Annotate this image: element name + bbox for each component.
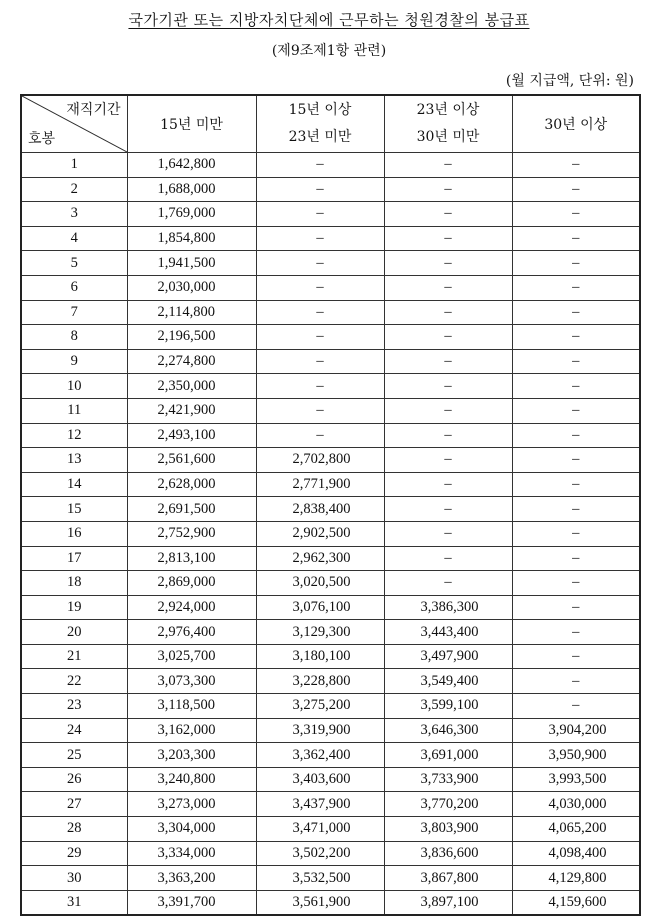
23-to-30-cell: –	[384, 275, 512, 300]
15-to-23-cell: 3,020,500	[256, 571, 384, 596]
step-cell: 12	[21, 423, 127, 448]
15-to-23-cell: 3,076,100	[256, 595, 384, 620]
unit-note: (월 지급액, 단위: 원)	[505, 73, 634, 89]
under-15-cell: 2,274,800	[127, 349, 256, 374]
15-to-23-cell: 3,502,200	[256, 841, 384, 866]
15-to-23-cell: 2,902,500	[256, 521, 384, 546]
15-to-23-cell: 3,362,400	[256, 743, 384, 768]
23-to-30-cell: 3,867,800	[384, 866, 512, 891]
under-15-cell: 2,869,000	[127, 571, 256, 596]
under-15-cell: 1,854,800	[127, 226, 256, 251]
under-15-cell: 2,561,600	[127, 448, 256, 473]
table-row	[21, 841, 640, 866]
15-to-23-cell: 3,319,900	[256, 718, 384, 743]
23-to-30-cell: 3,646,300	[384, 718, 512, 743]
30-plus-cell: –	[512, 226, 640, 251]
15-to-23-cell: –	[256, 300, 384, 325]
15-to-23-cell: –	[256, 153, 384, 178]
23-to-30-cell: –	[384, 300, 512, 325]
under-15-cell: 2,924,000	[127, 595, 256, 620]
under-15-cell: 2,421,900	[127, 398, 256, 423]
under-15-cell: 2,752,900	[127, 521, 256, 546]
23-to-30-cell: 3,386,300	[384, 595, 512, 620]
step-cell: 6	[21, 275, 127, 300]
30-plus-cell: –	[512, 595, 640, 620]
table-row	[21, 644, 640, 669]
15-to-23-cell: –	[256, 325, 384, 350]
23-to-30-cell: –	[384, 349, 512, 374]
table-row	[21, 817, 640, 842]
table-row	[21, 251, 640, 276]
step-cell: 28	[21, 817, 127, 842]
under-15-cell: 2,350,000	[127, 374, 256, 399]
30-plus-cell: 3,993,500	[512, 767, 640, 792]
under-15-cell: 2,813,100	[127, 546, 256, 571]
table-row	[21, 374, 640, 399]
under-15-cell: 3,203,300	[127, 743, 256, 768]
step-cell: 15	[21, 497, 127, 522]
15-to-23-cell: 3,532,500	[256, 866, 384, 891]
30-plus-cell: 4,159,600	[512, 890, 640, 915]
23-to-30-cell: –	[384, 472, 512, 497]
corner-label-step: 호봉	[28, 131, 56, 147]
table-row	[21, 325, 640, 350]
table-row	[21, 472, 640, 497]
table-header	[21, 95, 640, 153]
under-15-cell: 2,691,500	[127, 497, 256, 522]
under-15-cell: 1,941,500	[127, 251, 256, 276]
table-row	[21, 497, 640, 522]
15-to-23-cell: 2,702,800	[256, 448, 384, 473]
15-to-23-cell: 3,403,600	[256, 767, 384, 792]
table-row	[21, 423, 640, 448]
under-15-cell: 3,363,200	[127, 866, 256, 891]
table-row	[21, 866, 640, 891]
step-cell: 10	[21, 374, 127, 399]
under-15-cell: 1,642,800	[127, 153, 256, 178]
step-cell: 26	[21, 767, 127, 792]
corner-label-tenure: 재직기간	[66, 102, 121, 118]
step-cell: 23	[21, 694, 127, 719]
30-plus-cell: 4,098,400	[512, 841, 640, 866]
table-row	[21, 300, 640, 325]
30-plus-cell: –	[512, 448, 640, 473]
column-header-23-to-30: 23년 이상 30년 미만	[384, 95, 512, 153]
23-to-30-cell: –	[384, 497, 512, 522]
15-to-23-cell: 3,228,800	[256, 669, 384, 694]
23-to-30-cell: 3,836,600	[384, 841, 512, 866]
23-to-30-cell: 3,803,900	[384, 817, 512, 842]
table-row	[21, 571, 640, 596]
table-row	[21, 890, 640, 915]
step-cell: 8	[21, 325, 127, 350]
table-row	[21, 595, 640, 620]
step-cell: 29	[21, 841, 127, 866]
23-to-30-cell: 3,897,100	[384, 890, 512, 915]
30-plus-cell: –	[512, 300, 640, 325]
under-15-cell: 2,493,100	[127, 423, 256, 448]
step-cell: 21	[21, 644, 127, 669]
23-to-30-cell: 3,599,100	[384, 694, 512, 719]
23-to-30-cell: 3,770,200	[384, 792, 512, 817]
step-cell: 11	[21, 398, 127, 423]
under-15-cell: 3,334,000	[127, 841, 256, 866]
step-cell: 25	[21, 743, 127, 768]
30-plus-cell: –	[512, 423, 640, 448]
step-cell: 13	[21, 448, 127, 473]
column-header-30-plus: 30년 이상	[512, 95, 640, 153]
23-to-30-cell: –	[384, 251, 512, 276]
step-cell: 16	[21, 521, 127, 546]
table-row	[21, 448, 640, 473]
23-to-30-cell: 3,691,000	[384, 743, 512, 768]
step-cell: 5	[21, 251, 127, 276]
30-plus-cell: –	[512, 374, 640, 399]
under-15-cell: 3,304,000	[127, 817, 256, 842]
step-cell: 30	[21, 866, 127, 891]
under-15-cell: 3,240,800	[127, 767, 256, 792]
30-plus-cell: –	[512, 472, 640, 497]
15-to-23-cell: –	[256, 423, 384, 448]
table-row	[21, 177, 640, 202]
23-to-30-cell: –	[384, 546, 512, 571]
30-plus-cell: –	[512, 571, 640, 596]
table-row	[21, 546, 640, 571]
23-to-30-cell: –	[384, 423, 512, 448]
under-15-cell: 3,073,300	[127, 669, 256, 694]
step-cell: 20	[21, 620, 127, 645]
30-plus-cell: –	[512, 644, 640, 669]
under-15-cell: 2,196,500	[127, 325, 256, 350]
under-15-cell: 2,114,800	[127, 300, 256, 325]
step-cell: 22	[21, 669, 127, 694]
table-row	[21, 767, 640, 792]
15-to-23-cell: 3,561,900	[256, 890, 384, 915]
30-plus-cell: 3,904,200	[512, 718, 640, 743]
23-to-30-cell: –	[384, 571, 512, 596]
salary-table	[20, 94, 641, 916]
15-to-23-cell: –	[256, 374, 384, 399]
under-15-cell: 3,162,000	[127, 718, 256, 743]
30-plus-cell: –	[512, 177, 640, 202]
document-subtitle: (제9조제1항 관련)	[271, 43, 387, 59]
step-cell: 19	[21, 595, 127, 620]
30-plus-cell: 4,065,200	[512, 817, 640, 842]
15-to-23-cell: –	[256, 251, 384, 276]
15-to-23-cell: 2,962,300	[256, 546, 384, 571]
step-cell: 7	[21, 300, 127, 325]
step-cell: 4	[21, 226, 127, 251]
table-row	[21, 620, 640, 645]
15-to-23-cell: 3,437,900	[256, 792, 384, 817]
column-header-15-to-23: 15년 이상 23년 미만	[256, 95, 384, 153]
table-row	[21, 349, 640, 374]
under-15-cell: 1,769,000	[127, 202, 256, 227]
document-title: 국가기관 또는 지방자치단체에 근무하는 청원경찰의 봉급표	[128, 11, 530, 29]
under-15-cell: 1,688,000	[127, 177, 256, 202]
step-cell: 2	[21, 177, 127, 202]
table-row	[21, 226, 640, 251]
30-plus-cell: –	[512, 546, 640, 571]
step-cell: 31	[21, 890, 127, 915]
table-row	[21, 743, 640, 768]
23-to-30-cell: 3,443,400	[384, 620, 512, 645]
15-to-23-cell: –	[256, 202, 384, 227]
table-row	[21, 521, 640, 546]
23-to-30-cell: –	[384, 521, 512, 546]
30-plus-cell: –	[512, 694, 640, 719]
under-15-cell: 2,628,000	[127, 472, 256, 497]
15-to-23-cell: 3,471,000	[256, 817, 384, 842]
30-plus-cell: –	[512, 521, 640, 546]
30-plus-cell: 4,129,800	[512, 866, 640, 891]
23-to-30-cell: 3,497,900	[384, 644, 512, 669]
under-15-cell: 3,118,500	[127, 694, 256, 719]
table-row	[21, 694, 640, 719]
23-to-30-cell: –	[384, 177, 512, 202]
30-plus-cell: –	[512, 669, 640, 694]
30-plus-cell: 3,950,900	[512, 743, 640, 768]
30-plus-cell: –	[512, 497, 640, 522]
step-cell: 9	[21, 349, 127, 374]
under-15-cell: 2,976,400	[127, 620, 256, 645]
15-to-23-cell: 3,275,200	[256, 694, 384, 719]
30-plus-cell: –	[512, 325, 640, 350]
step-cell: 14	[21, 472, 127, 497]
15-to-23-cell: 3,180,100	[256, 644, 384, 669]
23-to-30-cell: –	[384, 374, 512, 399]
30-plus-cell: –	[512, 202, 640, 227]
step-cell: 18	[21, 571, 127, 596]
30-plus-cell: 4,030,000	[512, 792, 640, 817]
step-cell: 24	[21, 718, 127, 743]
23-to-30-cell: 3,733,900	[384, 767, 512, 792]
23-to-30-cell: –	[384, 325, 512, 350]
23-to-30-cell: 3,549,400	[384, 669, 512, 694]
23-to-30-cell: –	[384, 226, 512, 251]
15-to-23-cell: –	[256, 275, 384, 300]
under-15-cell: 3,273,000	[127, 792, 256, 817]
15-to-23-cell: –	[256, 349, 384, 374]
table-row	[21, 202, 640, 227]
table-row	[21, 275, 640, 300]
23-to-30-cell: –	[384, 448, 512, 473]
30-plus-cell: –	[512, 251, 640, 276]
table-row	[21, 669, 640, 694]
30-plus-cell: –	[512, 153, 640, 178]
under-15-cell: 2,030,000	[127, 275, 256, 300]
23-to-30-cell: –	[384, 398, 512, 423]
step-cell: 27	[21, 792, 127, 817]
15-to-23-cell: 2,838,400	[256, 497, 384, 522]
table-row	[21, 398, 640, 423]
step-cell: 3	[21, 202, 127, 227]
step-cell: 1	[21, 153, 127, 178]
15-to-23-cell: –	[256, 177, 384, 202]
30-plus-cell: –	[512, 349, 640, 374]
under-15-cell: 3,391,700	[127, 890, 256, 915]
table-body	[21, 153, 640, 916]
30-plus-cell: –	[512, 398, 640, 423]
15-to-23-cell: 2,771,900	[256, 472, 384, 497]
corner-header-cell	[21, 95, 127, 153]
23-to-30-cell: –	[384, 202, 512, 227]
15-to-23-cell: 3,129,300	[256, 620, 384, 645]
15-to-23-cell: –	[256, 226, 384, 251]
step-cell: 17	[21, 546, 127, 571]
table-row	[21, 792, 640, 817]
table-row	[21, 153, 640, 178]
column-header-under-15: 15년 미만	[127, 95, 256, 153]
30-plus-cell: –	[512, 620, 640, 645]
under-15-cell: 3,025,700	[127, 644, 256, 669]
23-to-30-cell: –	[384, 153, 512, 178]
15-to-23-cell: –	[256, 398, 384, 423]
table-row	[21, 718, 640, 743]
30-plus-cell: –	[512, 275, 640, 300]
